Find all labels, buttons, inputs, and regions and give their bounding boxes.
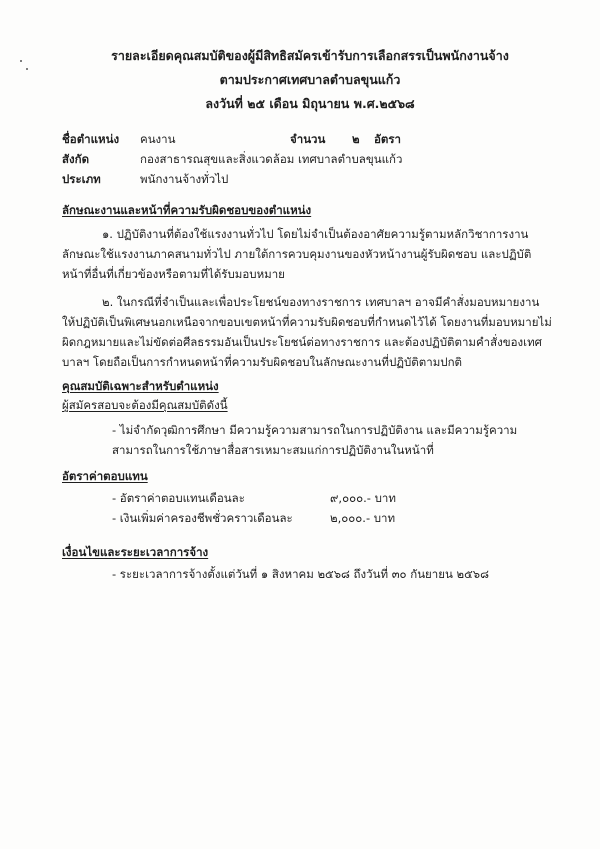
department-label: สังกัด (62, 152, 90, 166)
conditions-item: - ระยะเวลาการจ้างตั้งแต่วันที่ ๑ สิงหาคม ๒๕๖๘ ถึงวันที่ ๓๐ กันยายน ๒๕๖๘ (112, 567, 489, 581)
qualifications-heading: คุณสมบัติเฉพาะสำหรับตำแหน่ง (62, 379, 219, 393)
scan-speck (26, 68, 28, 70)
count-label: จำนวน (290, 132, 326, 146)
document-title-line2: ตามประกาศเทศบาลตำบลขุนแก้ว (219, 72, 401, 87)
conditions-heading: เงื่อนไขและระยะเวลาการจ้าง (62, 545, 209, 559)
department-value: กองสาธารณสุขและสิ่งแวดล้อม เทศบาลตำบลขุนแก้ว (140, 152, 403, 166)
compensation-row2-label: - เงินเพิ่มค่าครองชีพชั่วคราวเดือนละ (112, 511, 293, 525)
duties-paragraph-2: ๒. ในกรณีที่จำเป็นและเพื่อประโยชน์ของทางราชการ เทศบาลฯ อาจมีคำสั่งมอบหมายงานให้ปฏิบัติเป็นพิเศษนอกเหนือจากขอบเขตหน้าที่ความรับผิดชอบที่กำหนดไว้ได้ โดยงานที่มอบหมายไม่ผิดกฎหมายและไม่ขัดต่อศีลธรรมอันเป็นประโยชน์ต่อทางราชการ และต้องปฏิบัติตามคำสั่งของเทศบาลฯ โดยถือเป็นการกำหนดหน้าที่ความรับผิดชอบในลักษณะงานที่ปฏิบัติตามปกติ (62, 295, 552, 369)
qualification-item: - ไม่จำกัดวุฒิการศึกษา มีความรู้ความสามารถในการปฏิบัติงาน และมีความรู้ความสามารถในการใช้ภาษาสื่อสารเหมาะสมแก่การปฏิบัติงานในหน้าที่ (112, 423, 518, 457)
type-value: พนักงานจ้างทั่วไป (140, 172, 229, 186)
duties-paragraph-1: ๑. ปฏิบัติงานที่ต้องใช้แรงงานทั่วไป โดยไม่จำเป็นต้องอาศัยความรู้ตามหลักวิชาการงานลักษณะใช้แรงงานภาคสนามทั่วไป ภายใต้การควบคุมงานของหัวหน้างานผู้รับผิดชอบ และปฏิบัติหน้าที่อื่นที่เกี่ยวข้องหรือตามที่ได้รับมอบหมาย (62, 227, 532, 281)
position-label: ชื่อตำแหน่ง (62, 132, 120, 146)
compensation-row1-label: - อัตราค่าตอบแทนเดือนละ (112, 491, 245, 505)
compensation-row1-value: ๙,๐๐๐.- บาท (330, 491, 396, 505)
scan-speck (20, 60, 22, 62)
type-label: ประเภท (62, 172, 101, 186)
duties-heading: ลักษณะงานและหน้าที่ความรับผิดชอบของตำแหน่ง (62, 203, 312, 217)
compensation-heading: อัตราค่าตอบแทน (62, 469, 148, 483)
compensation-row2-value: ๒,๐๐๐.- บาท (330, 511, 396, 525)
count-value: ๒ (352, 132, 360, 146)
document-title-line3: ลงวันที่ ๒๕ เดือน มิถุนายน พ.ศ.๒๕๖๘ (205, 96, 415, 111)
document-title-line1: รายละเอียดคุณสมบัติของผู้มีสิทธิสมัครเข้ารับการเลือกสรรเป็นพนักงานจ้าง (111, 48, 509, 63)
qualifications-subheading: ผู้สมัครสอบจะต้องมีคุณสมบัติดังนี้ (62, 398, 228, 412)
rate-label: อัตรา (374, 132, 402, 146)
position-value: คนงาน (140, 132, 176, 146)
